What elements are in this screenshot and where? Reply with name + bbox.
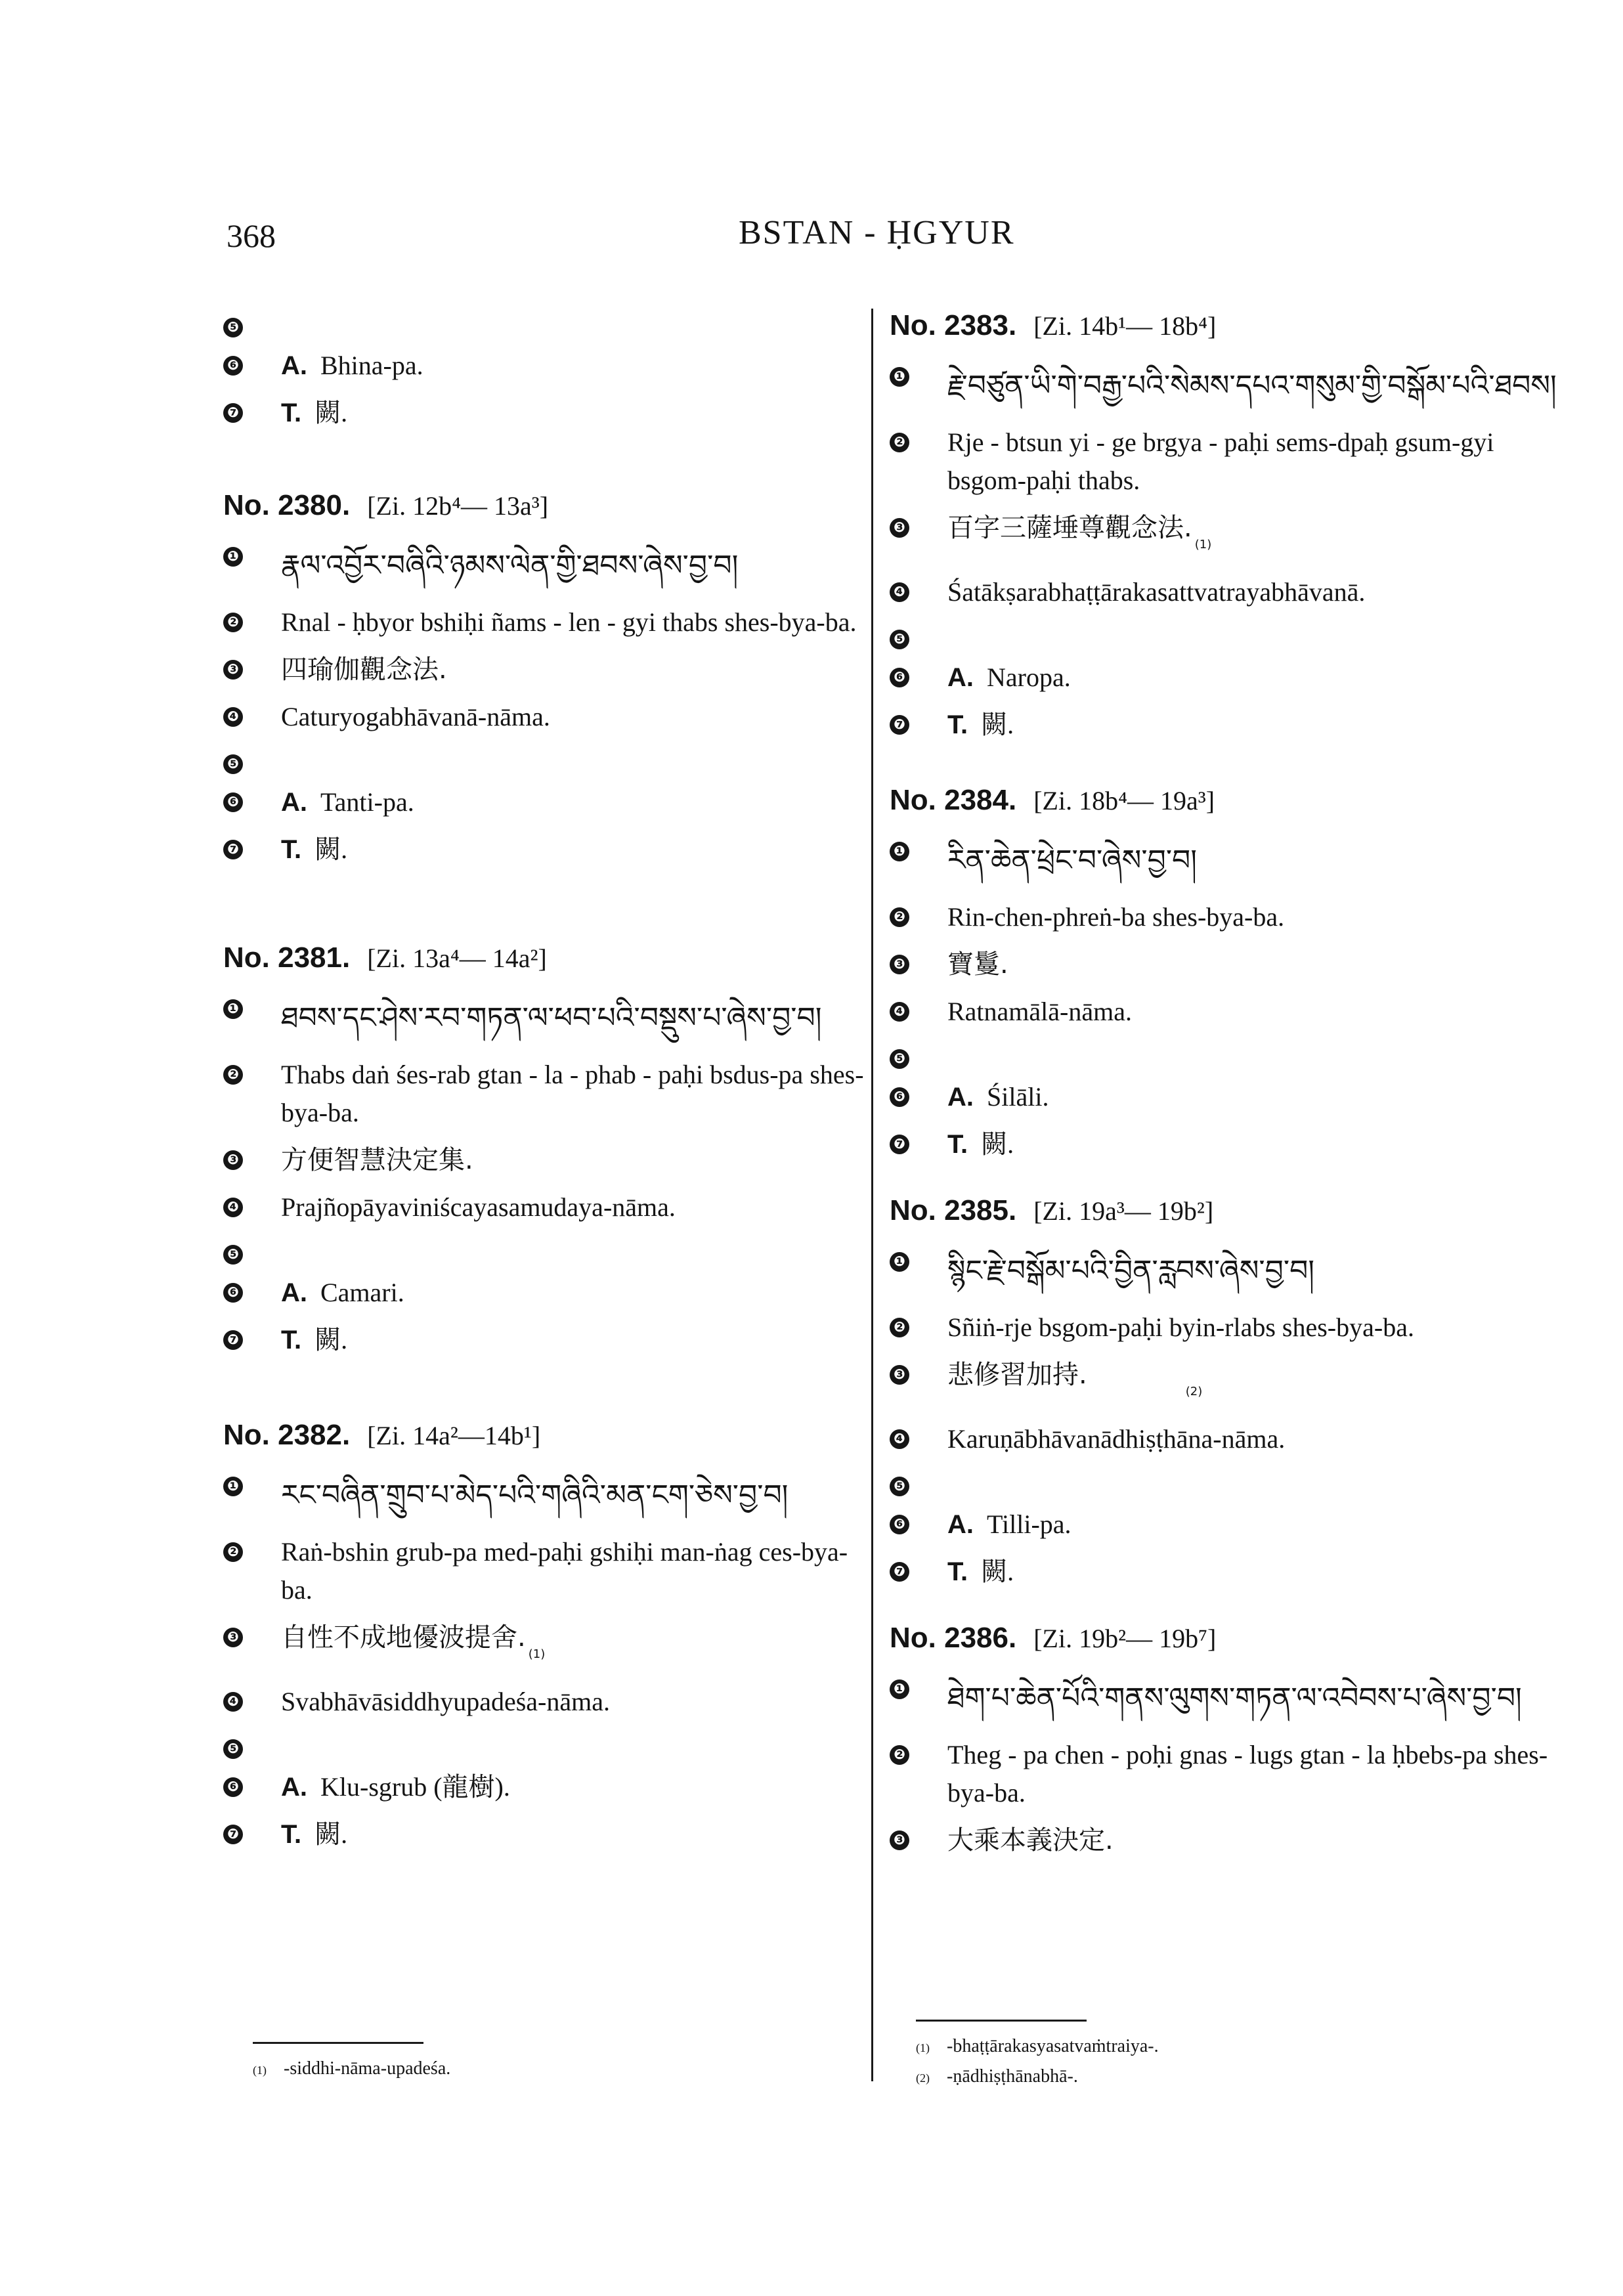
marker-5: ❺	[223, 1245, 243, 1265]
entry-number: No. 2381.	[223, 942, 351, 974]
marker-4: ❹	[223, 1692, 243, 1712]
sanskrit-title: Śatākṣarabhaṭṭārakasattvatrayabhāvanā.	[947, 577, 1366, 607]
footnote-text: -ṇādhiṣṭhānabhā-.	[947, 2066, 1078, 2087]
footnote-text: -bhaṭṭārakasyasatvaṁtraiya-.	[947, 2036, 1159, 2056]
field-tibetan	[223, 538, 873, 594]
marker-7: ❼	[890, 715, 909, 735]
author-label: A.	[947, 663, 974, 692]
author-label: A.	[947, 1510, 974, 1539]
running-head: BSTAN - ḤGYUR	[739, 214, 1015, 251]
marker-2: ❷	[223, 1065, 243, 1085]
footnote-number: (1)	[253, 2064, 267, 2077]
transliteration: Raṅ-bshin grub-pa med-paḥi gshiḥi man-ṅag ces-bya-ba.	[281, 1537, 848, 1605]
field-author	[223, 1768, 873, 1806]
field-sanskrit	[223, 698, 873, 736]
left-column	[223, 309, 873, 1863]
sanskrit-title: Prajñopāyaviniścayasamudaya-nāma.	[281, 1192, 676, 1222]
footnote-marker: (2)	[1185, 1385, 1203, 1398]
marker-2: ❷	[890, 907, 909, 927]
field-author	[223, 783, 873, 821]
folio-reference: [Zi. 19b²— 19b⁷]	[1033, 1624, 1217, 1653]
marker-1: ❶	[223, 1477, 243, 1496]
translator-value: 闕.	[314, 398, 348, 427]
transliteration: Sñiṅ-rje bsgom-paḥi byin-rlabs shes-bya-ba.	[947, 1312, 1414, 1342]
chinese-title: 方便智慧決定集.	[281, 1145, 473, 1175]
marker-2: ❷	[223, 613, 243, 632]
chinese-title: 悲修習加持.	[947, 1360, 1087, 1390]
entry-2383	[890, 309, 1559, 744]
field-translator	[890, 1125, 1559, 1163]
translator-value: 闕.	[981, 1129, 1014, 1159]
entry-2380	[223, 488, 873, 869]
marker-5: ❺	[223, 754, 243, 774]
sanskrit-title: Svabhāvāsiddhyupadeśa-nāma.	[281, 1687, 610, 1716]
field-transliteration	[890, 898, 1559, 936]
marker-5: ❺	[890, 1477, 909, 1496]
marker-3: ❸	[890, 1830, 909, 1850]
marker-5: ❺	[890, 630, 909, 649]
entry-2382	[223, 1418, 873, 1853]
entry-2385	[890, 1194, 1559, 1591]
field-chinese	[890, 1821, 1559, 1859]
sanskrit-title: Caturyogabhāvanā-nāma.	[281, 702, 550, 731]
author-name: Camari.	[320, 1278, 404, 1307]
marker-3: ❸	[223, 660, 243, 680]
marker-3: ❸	[890, 518, 909, 538]
entry-header	[890, 1194, 1559, 1228]
folio-reference: [Zi. 14a²—14b¹]	[367, 1421, 541, 1450]
marker-4: ❹	[890, 1429, 909, 1449]
translator-label: T.	[281, 1326, 302, 1354]
field-translator	[223, 831, 873, 869]
author-label: A.	[281, 1278, 307, 1307]
field-sanskrit	[890, 573, 1559, 611]
marker-6: ❻	[890, 1087, 909, 1107]
footnote	[916, 2062, 1159, 2092]
marker-1: ❶	[890, 1679, 909, 1699]
entry-number: No. 2380.	[223, 489, 351, 521]
marker-7: ❼	[890, 1562, 909, 1582]
translator-label: T.	[281, 835, 302, 864]
author-label: A.	[947, 1083, 974, 1112]
field-transliteration	[890, 423, 1559, 500]
field-sanskrit	[890, 993, 1559, 1031]
chinese-title: 四瑜伽觀念法.	[281, 655, 447, 685]
entry-number: No. 2385.	[890, 1194, 1017, 1226]
author-name: Śilāli.	[987, 1082, 1049, 1112]
marker-7: ❼	[890, 1135, 909, 1154]
marker-7: ❼	[223, 1330, 243, 1350]
marker-6: ❻	[223, 356, 243, 376]
left-footnotes	[253, 2042, 450, 2085]
sanskrit-title: Ratnamālā-nāma.	[947, 997, 1132, 1026]
author-name: Bhina-pa.	[320, 351, 423, 380]
entry-header	[890, 783, 1559, 818]
marker-1: ❶	[890, 842, 909, 861]
author-name: Klu-sgrub (龍樹).	[320, 1772, 510, 1802]
entry-header	[890, 1621, 1559, 1656]
translator-value: 闕.	[314, 834, 348, 864]
marker-3: ❸	[223, 1150, 243, 1170]
marker-4: ❹	[890, 582, 909, 602]
field-translator	[223, 1321, 873, 1359]
field-sanskrit	[223, 1188, 873, 1226]
marker-6: ❻	[890, 1515, 909, 1534]
entry-number: No. 2386.	[890, 1622, 1017, 1654]
entry-header	[890, 309, 1559, 343]
field-tibetan	[890, 1243, 1559, 1299]
marker-7: ❼	[223, 840, 243, 859]
marker-2: ❷	[890, 433, 909, 452]
entry-header	[223, 1418, 873, 1453]
marker-2: ❷	[890, 1745, 909, 1765]
chinese-title: 大乘本義決定.	[947, 1825, 1114, 1855]
tibetan-title: རྗེ་བཙུན་ཡི་གེ་བརྒྱ་པའི་སེམས་དཔའ་གསུམ་གྱི་བསྒོམ་པའི་ཐབས།	[947, 369, 1557, 402]
marker-7: ❼	[223, 1825, 243, 1844]
marker-3: ❸	[223, 1628, 243, 1647]
marker-7: ❼	[223, 403, 243, 423]
marker-1: ❶	[890, 367, 909, 387]
marker-2: ❷	[223, 1542, 243, 1562]
folio-reference: [Zi. 18b⁴— 19a³]	[1033, 786, 1215, 815]
translator-label: T.	[947, 1130, 968, 1159]
field-tibetan	[223, 990, 873, 1047]
marker-2: ❷	[890, 1318, 909, 1337]
field-chinese	[223, 1141, 873, 1179]
field-5	[223, 1730, 873, 1759]
field-transliteration	[890, 1736, 1559, 1812]
entry-header	[223, 488, 873, 523]
field-tibetan	[223, 1467, 873, 1524]
field-5	[223, 1236, 873, 1265]
marker-5: ❺	[223, 318, 243, 337]
translator-value: 闕.	[314, 1325, 348, 1354]
field-chinese	[223, 651, 873, 689]
field-tibetan	[890, 358, 1559, 414]
transliteration: Rje - btsun yi - ge brgya - paḥi sems-dpaḥ gsum-gyi bsgom-paḥi thabs.	[947, 427, 1494, 495]
field-5	[890, 620, 1559, 649]
tibetan-title: སྙིང་རྗེ་བསྒོམ་པའི་བྱིན་རླབས་ཞེས་བྱ་བ།	[947, 1254, 1315, 1288]
field-chinese	[223, 1618, 873, 1674]
field-author	[223, 347, 873, 385]
marker-5: ❺	[890, 1049, 909, 1069]
field-chinese	[890, 945, 1559, 984]
translator-label: T.	[281, 1820, 302, 1849]
chinese-title: 百字三薩埵尊觀念法.	[947, 513, 1192, 543]
field-sanskrit	[890, 1420, 1559, 1458]
footnote	[253, 2054, 450, 2085]
field-translator	[223, 394, 873, 432]
author-name: Naropa.	[987, 662, 1071, 692]
marker-4: ❹	[890, 1002, 909, 1022]
folio-reference: [Zi. 14b¹— 18b⁴]	[1033, 311, 1217, 341]
marker-6: ❻	[223, 792, 243, 812]
field-author	[890, 1505, 1559, 1544]
footnote-marker: (1)	[1194, 538, 1212, 552]
footnote-rule	[916, 2020, 1087, 2022]
entry-header	[223, 941, 873, 976]
tibetan-title: རྣལ་འབྱོར་བཞིའི་ཉམས་ལེན་གྱི་ཐབས་ཞེས་བྱ་བ།	[281, 549, 739, 582]
marker-1: ❶	[223, 999, 243, 1019]
transliteration: Rin-chen-phreṅ-ba shes-bya-ba.	[947, 902, 1285, 932]
field-transliteration	[223, 603, 873, 641]
folio-reference: [Zi. 19a³— 19b²]	[1033, 1196, 1214, 1226]
translator-value: 闕.	[981, 1557, 1014, 1586]
entry-number: No. 2383.	[890, 309, 1017, 341]
transliteration: Rnal - ḥbyor bshiḥi ñams - len - gyi thabs shes-bya-ba.	[281, 607, 857, 637]
tibetan-title: རིན་ཆེན་ཕྲེང་བ་ཞེས་བྱ་བ།	[947, 844, 1198, 877]
entry-2379-continued	[223, 309, 873, 432]
footnote-marker: (1)	[528, 1647, 546, 1661]
marker-1: ❶	[890, 1252, 909, 1272]
chinese-title: 寶鬘.	[947, 949, 1008, 980]
field-tibetan	[890, 1670, 1559, 1727]
field-tibetan	[890, 833, 1559, 889]
field-translator	[223, 1815, 873, 1853]
author-name: Tilli-pa.	[987, 1509, 1071, 1539]
transliteration: Thabs daṅ śes-rab gtan - la - phab - paḥi bsdus-pa shes-bya-ba.	[281, 1060, 864, 1127]
entry-2384	[890, 783, 1559, 1163]
field-author	[890, 659, 1559, 697]
field-author	[890, 1078, 1559, 1116]
entry-2381	[223, 941, 873, 1359]
footnote-text: -siddhi-nāma-upadeśa.	[284, 2058, 451, 2079]
field-chinese	[890, 509, 1559, 564]
translator-value: 闕.	[981, 710, 1014, 739]
field-translator	[890, 1553, 1559, 1591]
field-transliteration	[890, 1309, 1559, 1347]
field-sanskrit	[223, 1683, 873, 1721]
field-author	[223, 1274, 873, 1312]
right-column	[890, 309, 1559, 1869]
marker-6: ❻	[223, 1283, 243, 1303]
field-5	[890, 1040, 1559, 1069]
author-label: A.	[281, 351, 307, 380]
marker-6: ❻	[890, 668, 909, 687]
marker-4: ❹	[223, 1198, 243, 1217]
marker-4: ❹	[223, 707, 243, 727]
entry-number: No. 2382.	[223, 1419, 351, 1451]
transliteration: Theg - pa chen - poḥi gnas - lugs gtan - la ḥbebs-pa shes-bya-ba.	[947, 1740, 1548, 1808]
page-number: 368	[227, 217, 276, 254]
folio-reference: [Zi. 13a⁴— 14a²]	[367, 943, 547, 973]
marker-6: ❻	[223, 1777, 243, 1797]
footnote-number: (1)	[916, 2041, 930, 2054]
field-5	[223, 745, 873, 774]
entry-2386	[890, 1621, 1559, 1859]
marker-1: ❶	[223, 547, 243, 567]
author-label: A.	[281, 1773, 307, 1802]
tibetan-title: རང་བཞིན་གྲུབ་པ་མེད་པའི་གཞིའི་མན་ངག་ཅེས་བྱ་བ།	[281, 1479, 789, 1512]
folio-reference: [Zi. 12b⁴— 13a³]	[367, 491, 549, 521]
field-chinese	[890, 1356, 1559, 1411]
field-transliteration	[223, 1056, 873, 1132]
marker-5: ❺	[223, 1739, 243, 1759]
sanskrit-title: Karuṇābhāvanādhiṣṭhāna-nāma.	[947, 1424, 1286, 1454]
field-transliteration	[223, 1533, 873, 1609]
entry-number: No. 2384.	[890, 784, 1017, 816]
footnote	[916, 2032, 1159, 2062]
tibetan-title: ཐབས་དང་ཤེས་རབ་གཏན་ལ་ཕབ་པའི་བསྡུས་པ་ཞེས་བྱ་བ།	[281, 1001, 822, 1035]
field-5	[223, 309, 873, 337]
author-label: A.	[281, 788, 307, 817]
translator-label: T.	[947, 710, 968, 739]
translator-value: 闕.	[314, 1819, 348, 1849]
field-5	[890, 1467, 1559, 1496]
translator-label: T.	[947, 1557, 968, 1586]
marker-3: ❸	[890, 1365, 909, 1385]
field-translator	[890, 706, 1559, 744]
chinese-title: 自性不成地優波提舍.	[281, 1622, 526, 1653]
author-name: Tanti-pa.	[320, 787, 414, 817]
marker-3: ❸	[890, 955, 909, 974]
translator-label: T.	[281, 399, 302, 427]
footnote-number: (2)	[916, 2071, 930, 2085]
tibetan-title: ཐེག་པ་ཆེན་པོའི་གནས་ལུགས་གཏན་ལ་འབེབས་པ་ཞེས་བྱ་བ།	[947, 1681, 1522, 1715]
right-footnotes	[916, 2020, 1159, 2092]
footnote-rule	[253, 2042, 423, 2044]
